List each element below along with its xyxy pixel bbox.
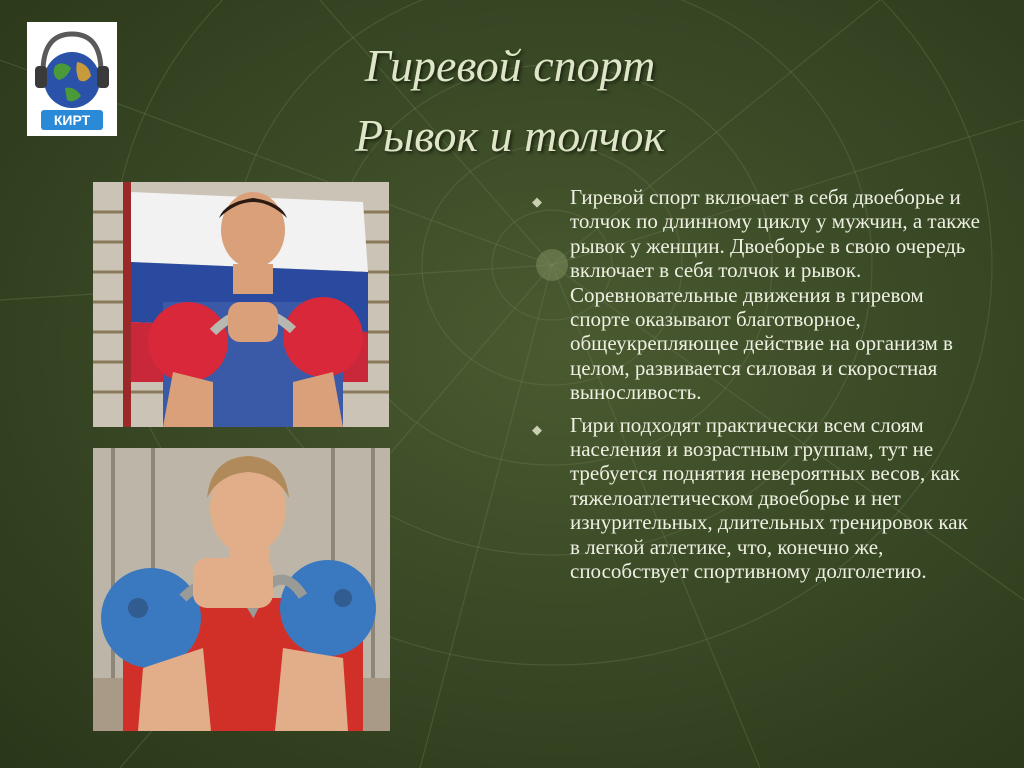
bullet-text: Гиревой спорт включает в себя двоеборье и толчок по длинному циклу у мужчин, а также рывок у женщин. Двоеборье в свою очередь включает в себя толчок и рывок. Соревновательные движения в гиревом спорте оказывают благотворное, общеукрепляющее действие на организм в целом, развивается силовая и скоростная выносливость. — [570, 185, 980, 405]
photo-red-kettlebells — [93, 182, 389, 427]
logo — [27, 22, 117, 136]
globe-headphones-logo — [27, 22, 117, 136]
photo-blue-kettlebells — [93, 448, 390, 731]
bullet-item — [532, 185, 982, 405]
diamond-bullet-icon: ◆ — [532, 421, 542, 437]
diamond-bullet-icon: ◆ — [532, 194, 542, 209]
logo-text: КИРТ — [53, 112, 91, 128]
slide-title-line2: Рывок и толчок — [354, 110, 666, 161]
bullet-text: Гири подходят практически всем слоям населения и возрастным группам, тут не требуется поднятия невероятных весов, как тяжелоатлетическом двоеборье и нет изнурительных, длительных тренировок как в легкой атлетике, что, конечно же, способствует спортивному долголетию. — [570, 412, 968, 584]
bullet-list — [532, 185, 982, 592]
bullet-item — [532, 413, 982, 584]
slide-title-line1: Гиревой спорт — [364, 40, 656, 91]
